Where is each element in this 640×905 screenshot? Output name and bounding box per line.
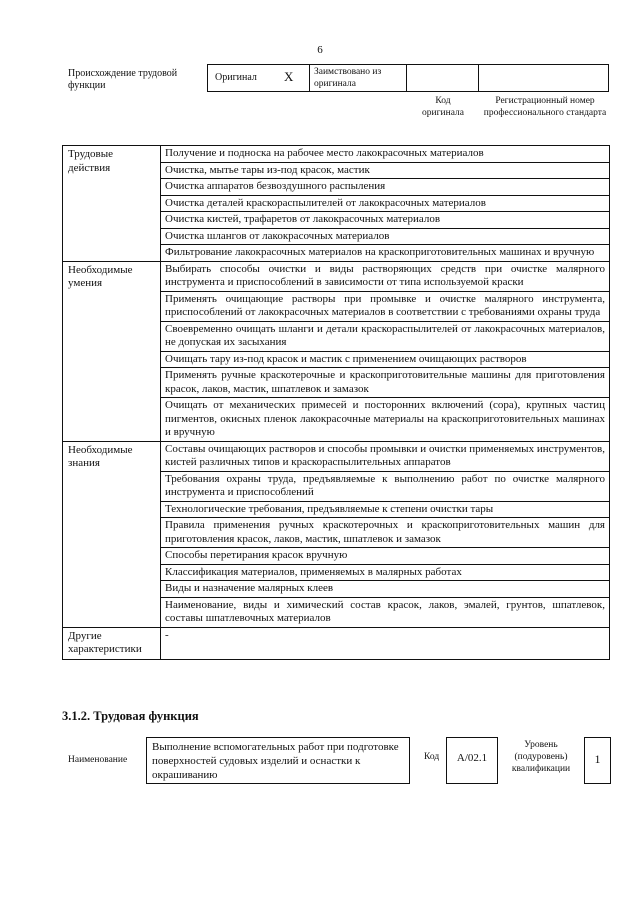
origin-label: Происхождение трудовой функции [68, 68, 178, 91]
page-number: 6 [317, 44, 323, 56]
table-row [63, 627, 610, 659]
row-header: Другие характеристики [63, 627, 161, 659]
table-cell: Применять очищающие растворы при промывке и очистке малярного инструмента, приспособлений от лакокрасочных материалов в соответствии с требованиями охраны труда [161, 291, 610, 321]
row-header: Необходимые умения [63, 261, 161, 441]
table-cell: Требования охраны труда, предъявляемые к выполнению работ по очистке малярного инструмента и приспособлений [161, 471, 610, 501]
table-cell: Технологические требования, предъявляемые к степени очистки тары [161, 501, 610, 518]
table-cell: Правила применения ручных краскотерочных и краскоприготовительных машин для приготовления красок, лаков, мастик, шпатлевок и замазок [161, 518, 610, 548]
code-value: A/02.1 [446, 737, 498, 784]
origin-reg-cell [479, 65, 609, 91]
table-cell: Выбирать способы очистки и виды растворяющих средств при очистке малярного инструмента и приспособлений в зависимости от типа используемой краски [161, 261, 610, 291]
table-cell: Способы перетирания красок вручную [161, 548, 610, 565]
table-cell: - [161, 627, 610, 659]
name-label: Наименование [68, 755, 128, 765]
origin-box [207, 64, 609, 92]
table-cell: Своевременно очищать шланги и детали краскораспылителей от лакокрасочных материалов, не допуская их засыхания [161, 321, 610, 351]
table-cell: Очистка кистей, трафаретов от лакокрасочных материалов [161, 212, 610, 229]
code-caption: Код оригинала [422, 96, 464, 118]
original-mark: X [284, 69, 294, 84]
table-cell: Виды и назначение малярных клеев [161, 581, 610, 598]
code-label: Код [424, 752, 440, 762]
table-cell: Составы очищающих растворов и способы промывки и очистки применяемых инструментов, кистей различных типов и краскораспылительных аппаратов [161, 441, 610, 471]
table-cell: Классификация материалов, применяемых в малярных работах [161, 564, 610, 581]
origin-code-cell [407, 65, 479, 91]
qualification-level-label: Уровень (подуровень) квалификации [511, 740, 571, 774]
origin-original-cell [208, 65, 310, 91]
table-cell: Очищать тару из-под красок и мастик с применением очищающих растворов [161, 351, 610, 368]
table-row [63, 261, 610, 291]
table-cell: Очистка деталей краскораспылителей от лакокрасочных материалов [161, 195, 610, 212]
name-value: Выполнение вспомогательных работ при подготовке поверхностей судовых изделий и оснастки к окрашиванию [146, 737, 410, 784]
origin-borrowed-cell [310, 65, 407, 91]
table-cell: Очистка, мытье тары из-под красок, мастик [161, 162, 610, 179]
table-body [63, 146, 610, 660]
table-cell: Очистка шлангов от лакокрасочных материалов [161, 228, 610, 245]
table-cell: Получение и подноска на рабочее место лакокрасочных материалов [161, 146, 610, 163]
labor-function-table [62, 145, 610, 660]
table-cell: Применять ручные краскотерочные и краскоприготовительные машины для приготовления красок, лаков, мастик, шпатлевок и замазок [161, 368, 610, 398]
reg-number-caption: Регистрационный номер профессионального стандарта [483, 96, 607, 118]
table-row [63, 441, 610, 471]
table-cell: Наименование, виды и химический состав красок, лаков, эмалей, грунтов, шпатлевок, составы шпатлевочных материалов [161, 597, 610, 627]
borrowed-label: Заимствовано из оригинала [314, 67, 382, 89]
section-title: 3.1.2. Трудовая функция [62, 709, 199, 723]
table-cell: Очистка аппаратов безвоздушного распыления [161, 179, 610, 196]
table-cell: Фильтрование лакокрасочных материалов на краскоприготовительных машинах и вручную [161, 245, 610, 262]
qualification-level-value: 1 [584, 737, 611, 784]
table-row [63, 146, 610, 163]
row-header: Необходимые знания [63, 441, 161, 627]
row-header: Трудовые действия [63, 146, 161, 262]
table-cell: Очищать от механических примесей и посторонних включений (сора), крупных частиц пигментов, окисных пленок лакокрасочные материалы на краскоприготовительных машинах и вручную [161, 398, 610, 442]
original-label: Оригинал [215, 72, 257, 83]
